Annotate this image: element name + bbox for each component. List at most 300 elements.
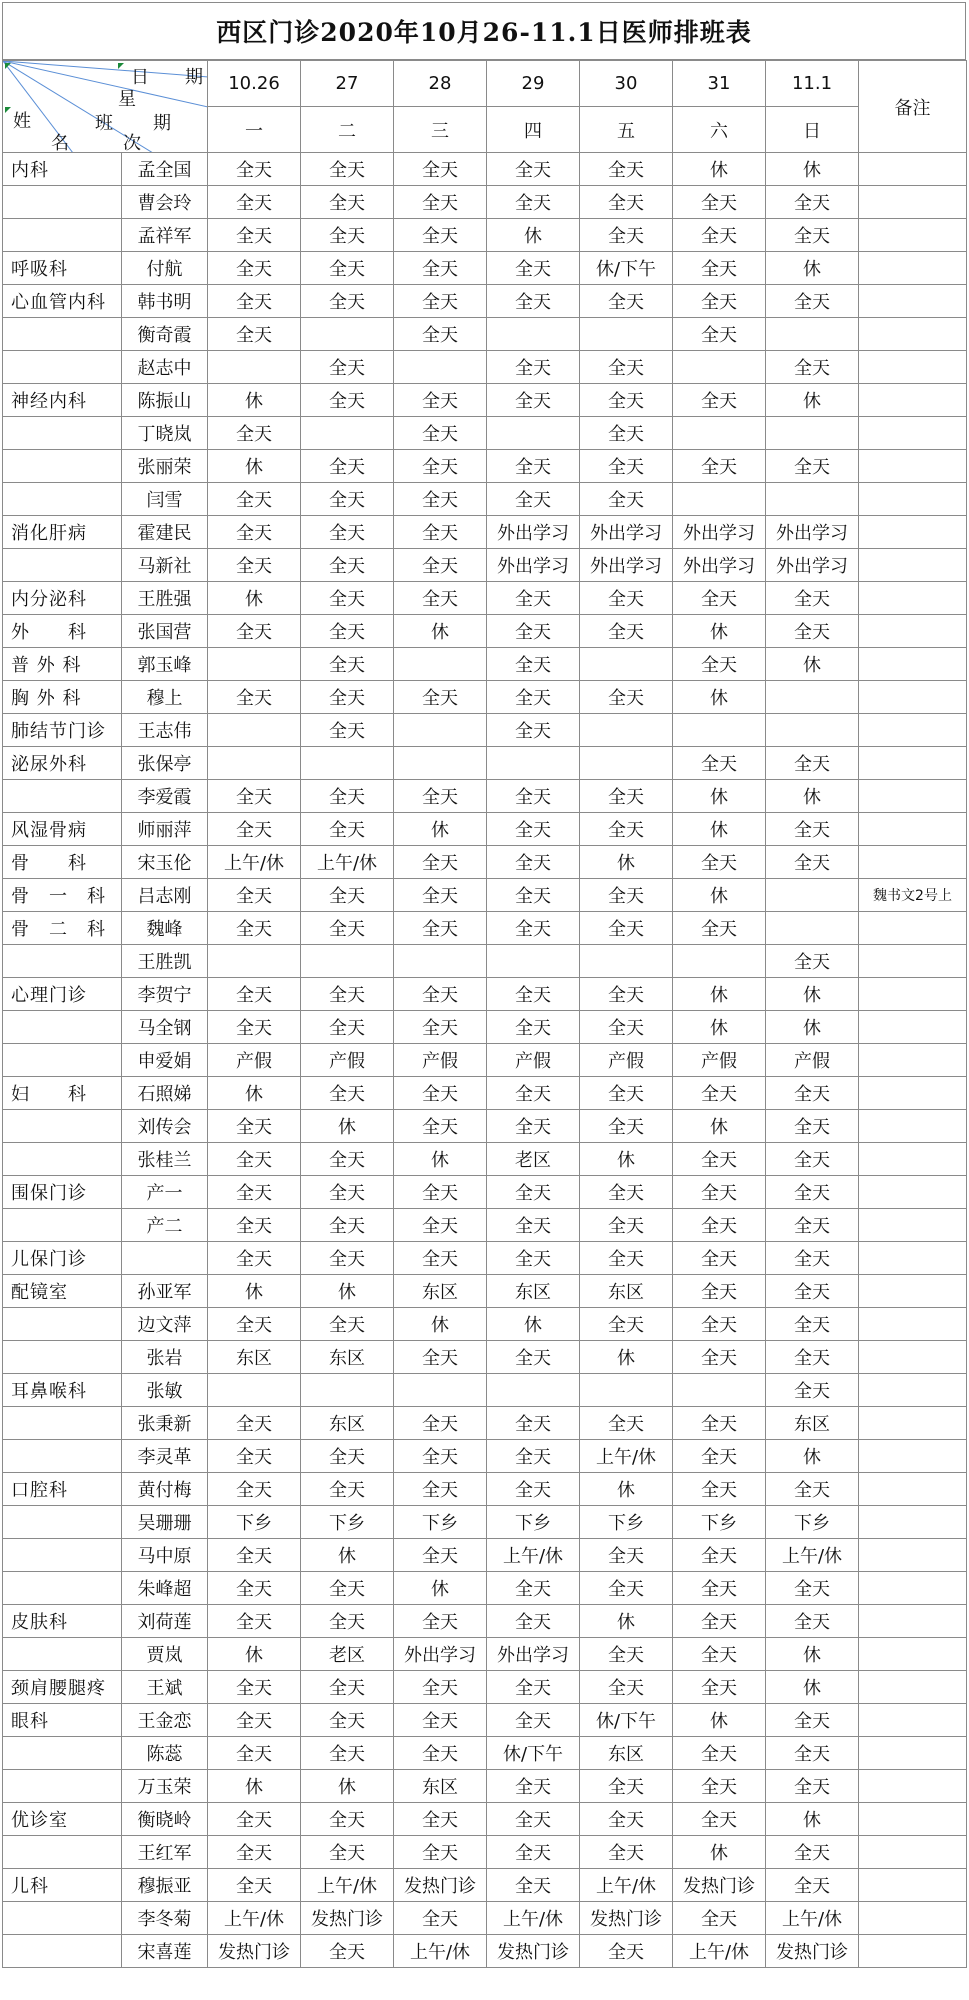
shift-cell: 全天: [301, 252, 394, 285]
doctor-name-cell: 衡奇霞: [122, 318, 208, 351]
remark-cell: [859, 384, 967, 417]
shift-cell: 全天: [487, 1869, 580, 1902]
shift-cell: 东区: [208, 1341, 301, 1374]
shift-cell: 休: [208, 384, 301, 417]
doctor-name-cell: 马新社: [122, 549, 208, 582]
shift-cell: 发热门诊: [673, 1869, 766, 1902]
shift-cell: 全天: [766, 219, 859, 252]
shift-cell: 上午/休: [673, 1935, 766, 1968]
shift-cell: 全天: [487, 813, 580, 846]
department-cell: 眼科: [3, 1704, 122, 1737]
shift-cell: 全天: [301, 384, 394, 417]
shift-cell: 外出学习: [580, 549, 673, 582]
shift-cell: 全天: [673, 1209, 766, 1242]
table-row: [3, 1209, 967, 1242]
shift-cell: 全天: [394, 1671, 487, 1704]
doctor-name-cell: 王胜凯: [122, 945, 208, 978]
shift-cell: 全天: [394, 1902, 487, 1935]
date-cell: 27: [301, 61, 394, 107]
shift-cell: 全天: [394, 186, 487, 219]
shift-cell: 全天: [487, 1704, 580, 1737]
remark-cell: [859, 747, 967, 780]
department-cell: 颈肩腰腿疼: [3, 1671, 122, 1704]
shift-cell: 全天: [487, 1242, 580, 1275]
doctor-name-cell: 宋玉伦: [122, 846, 208, 879]
remark-cell: [859, 1902, 967, 1935]
table-row: [3, 1539, 967, 1572]
shift-cell: 休: [208, 582, 301, 615]
shift-cell: [766, 318, 859, 351]
shift-cell: 全天: [580, 879, 673, 912]
shift-cell: 全天: [301, 813, 394, 846]
shift-cell: 东区: [394, 1770, 487, 1803]
table-row: [3, 714, 967, 747]
shift-cell: 下乡: [766, 1506, 859, 1539]
table-row: [3, 582, 967, 615]
remark-cell: [859, 813, 967, 846]
shift-cell: 全天: [208, 1176, 301, 1209]
department-cell: [3, 1407, 122, 1440]
shift-cell: 全天: [580, 1407, 673, 1440]
shift-cell: 外出学习: [766, 516, 859, 549]
shift-cell: 全天: [580, 219, 673, 252]
shift-cell: 全天: [487, 483, 580, 516]
shift-cell: 全天: [487, 1836, 580, 1869]
shift-cell: 休: [766, 1638, 859, 1671]
remark-cell: [859, 1110, 967, 1143]
doctor-name-cell: 孙亚军: [122, 1275, 208, 1308]
shift-cell: 休: [487, 219, 580, 252]
shift-cell: 全天: [580, 186, 673, 219]
shift-cell: 全天: [394, 1836, 487, 1869]
doctor-name-cell: 张国营: [122, 615, 208, 648]
date-header-row: [3, 61, 967, 107]
table-row: [3, 417, 967, 450]
department-cell: 肺结节门诊: [3, 714, 122, 747]
remark-cell: 魏书文2号上: [859, 879, 967, 912]
department-cell: 神经内科: [3, 384, 122, 417]
department-cell: 口腔科: [3, 1473, 122, 1506]
shift-cell: 发热门诊: [208, 1935, 301, 1968]
shift-cell: 全天: [673, 450, 766, 483]
shift-cell: 休: [673, 1011, 766, 1044]
remark-cell: [859, 450, 967, 483]
weekday-cell: 三: [394, 107, 487, 153]
doctor-name-cell: 孟全国: [122, 153, 208, 186]
doctor-name-cell: 产二: [122, 1209, 208, 1242]
remark-cell: [859, 582, 967, 615]
department-cell: [3, 1011, 122, 1044]
table-row: [3, 483, 967, 516]
shift-cell: 全天: [487, 252, 580, 285]
shift-cell: 发热门诊: [487, 1935, 580, 1968]
shift-cell: 全天: [301, 1572, 394, 1605]
shift-cell: 休/下午: [580, 252, 673, 285]
shift-cell: 全天: [673, 1275, 766, 1308]
shift-cell: 全天: [580, 780, 673, 813]
department-cell: [3, 1506, 122, 1539]
shift-cell: 全天: [208, 417, 301, 450]
doctor-name-cell: 吕志刚: [122, 879, 208, 912]
shift-cell: [673, 417, 766, 450]
shift-cell: 全天: [487, 1209, 580, 1242]
department-cell: 骨 科: [3, 846, 122, 879]
table-row: [3, 879, 967, 912]
remark-cell: [859, 1077, 967, 1110]
shift-cell: 全天: [208, 978, 301, 1011]
shift-cell: 全天: [394, 681, 487, 714]
corner-label-weekday: 星: [118, 89, 136, 110]
shift-cell: [580, 648, 673, 681]
shift-cell: 外出学习: [487, 549, 580, 582]
shift-cell: 全天: [766, 1473, 859, 1506]
shift-cell: 全天: [394, 1737, 487, 1770]
table-row: [3, 1836, 967, 1869]
doctor-name-cell: 贾岚: [122, 1638, 208, 1671]
shift-cell: [301, 747, 394, 780]
doctor-name-cell: 霍建民: [122, 516, 208, 549]
shift-cell: 全天: [394, 1341, 487, 1374]
shift-cell: 全天: [673, 1671, 766, 1704]
department-cell: [3, 945, 122, 978]
shift-cell: 东区: [301, 1407, 394, 1440]
shift-cell: [487, 417, 580, 450]
department-cell: 胸 外 科: [3, 681, 122, 714]
shift-cell: 全天: [673, 252, 766, 285]
shift-cell: 休: [673, 978, 766, 1011]
shift-cell: 全天: [580, 1011, 673, 1044]
table-row: [3, 1440, 967, 1473]
shift-cell: [766, 681, 859, 714]
department-cell: 心血管内科: [3, 285, 122, 318]
schedule-body: [3, 153, 967, 1968]
shift-cell: 全天: [487, 912, 580, 945]
shift-cell: [394, 714, 487, 747]
shift-cell: 全天: [394, 879, 487, 912]
shift-cell: 休: [766, 153, 859, 186]
shift-cell: 外出学习: [673, 516, 766, 549]
department-cell: [3, 351, 122, 384]
shift-cell: 全天: [487, 582, 580, 615]
department-cell: 内科: [3, 153, 122, 186]
remark-cell: [859, 1440, 967, 1473]
doctor-name-cell: 申爱娟: [122, 1044, 208, 1077]
table-row: [3, 1737, 967, 1770]
shift-cell: [301, 1374, 394, 1407]
shift-cell: 全天: [673, 1077, 766, 1110]
shift-cell: 全天: [580, 1638, 673, 1671]
shift-cell: 上午/休: [208, 1902, 301, 1935]
shift-cell: 全天: [394, 1209, 487, 1242]
shift-cell: 全天: [487, 1011, 580, 1044]
doctor-name-cell: 张岩: [122, 1341, 208, 1374]
shift-cell: [394, 747, 487, 780]
shift-cell: 全天: [766, 186, 859, 219]
table-row: [3, 780, 967, 813]
table-row: [3, 1176, 967, 1209]
shift-cell: 全天: [394, 1803, 487, 1836]
shift-cell: 休: [580, 846, 673, 879]
shift-cell: [208, 747, 301, 780]
shift-cell: 休: [580, 1143, 673, 1176]
weekday-cell: 五: [580, 107, 673, 153]
shift-cell: [208, 945, 301, 978]
shift-cell: 全天: [394, 978, 487, 1011]
shift-cell: 全天: [394, 219, 487, 252]
doctor-name-cell: [122, 1242, 208, 1275]
shift-cell: 全天: [766, 1275, 859, 1308]
remark-cell: [859, 1473, 967, 1506]
remark-cell: [859, 978, 967, 1011]
shift-cell: 外出学习: [580, 516, 673, 549]
department-cell: [3, 1638, 122, 1671]
table-row: [3, 747, 967, 780]
department-cell: [3, 483, 122, 516]
shift-cell: 全天: [580, 1770, 673, 1803]
shift-cell: 下乡: [673, 1506, 766, 1539]
shift-cell: 全天: [487, 450, 580, 483]
remark-cell: [859, 945, 967, 978]
department-cell: 妇 科: [3, 1077, 122, 1110]
remark-cell: [859, 285, 967, 318]
remark-cell: [859, 417, 967, 450]
shift-cell: 休: [766, 780, 859, 813]
shift-cell: 全天: [766, 1869, 859, 1902]
shift-cell: 休: [301, 1110, 394, 1143]
remark-cell: [859, 219, 967, 252]
shift-cell: 全天: [301, 681, 394, 714]
shift-cell: 全天: [301, 483, 394, 516]
shift-cell: 全天: [301, 285, 394, 318]
doctor-name-cell: 丁晓岚: [122, 417, 208, 450]
shift-cell: 全天: [301, 1605, 394, 1638]
shift-cell: 全天: [766, 945, 859, 978]
shift-cell: 东区: [487, 1275, 580, 1308]
table-row: [3, 1770, 967, 1803]
department-cell: [3, 318, 122, 351]
shift-cell: 全天: [301, 1737, 394, 1770]
shift-cell: [766, 912, 859, 945]
shift-cell: [580, 747, 673, 780]
shift-cell: 全天: [673, 1176, 766, 1209]
shift-cell: 全天: [673, 1539, 766, 1572]
department-cell: 普 外 科: [3, 648, 122, 681]
shift-cell: 全天: [208, 681, 301, 714]
shift-cell: 全天: [673, 1605, 766, 1638]
department-cell: 皮肤科: [3, 1605, 122, 1638]
shift-cell: 全天: [394, 252, 487, 285]
shift-cell: 全天: [394, 516, 487, 549]
department-cell: 骨 一 科: [3, 879, 122, 912]
shift-cell: 全天: [208, 1011, 301, 1044]
shift-cell: 全天: [394, 1704, 487, 1737]
doctor-name-cell: 李灵革: [122, 1440, 208, 1473]
shift-cell: 全天: [301, 912, 394, 945]
weekday-cell: 一: [208, 107, 301, 153]
shift-cell: 全天: [580, 1803, 673, 1836]
shift-cell: 休: [766, 1671, 859, 1704]
shift-cell: 全天: [580, 1077, 673, 1110]
remark-cell: [859, 1770, 967, 1803]
shift-cell: 休: [766, 1011, 859, 1044]
shift-cell: 产假: [580, 1044, 673, 1077]
shift-cell: 休: [208, 1770, 301, 1803]
shift-cell: 全天: [301, 714, 394, 747]
doctor-name-cell: 王胜强: [122, 582, 208, 615]
shift-cell: 全天: [208, 153, 301, 186]
table-row: [3, 318, 967, 351]
shift-cell: [580, 318, 673, 351]
doctor-name-cell: 李冬菊: [122, 1902, 208, 1935]
shift-cell: 全天: [208, 1704, 301, 1737]
department-cell: [3, 1572, 122, 1605]
corner-marker-icon: [5, 107, 11, 113]
shift-cell: 全天: [580, 1176, 673, 1209]
shift-cell: 全天: [487, 1407, 580, 1440]
table-row: [3, 912, 967, 945]
doctor-name-cell: 曹会玲: [122, 186, 208, 219]
shift-cell: [673, 351, 766, 384]
doctor-name-cell: 石照娣: [122, 1077, 208, 1110]
shift-cell: 全天: [301, 351, 394, 384]
table-row: [3, 1473, 967, 1506]
shift-cell: 全天: [673, 186, 766, 219]
shift-cell: 休: [580, 1473, 673, 1506]
shift-cell: 产假: [487, 1044, 580, 1077]
department-cell: [3, 1440, 122, 1473]
doctor-name-cell: 朱峰超: [122, 1572, 208, 1605]
doctor-name-cell: 魏峰: [122, 912, 208, 945]
shift-cell: 全天: [394, 1605, 487, 1638]
shift-cell: 全天: [487, 351, 580, 384]
remark-cell: [859, 549, 967, 582]
table-row: [3, 945, 967, 978]
shift-cell: 全天: [394, 417, 487, 450]
weekday-cell: 六: [673, 107, 766, 153]
shift-cell: 全天: [580, 978, 673, 1011]
shift-cell: 全天: [487, 1440, 580, 1473]
shift-cell: 全天: [208, 483, 301, 516]
remark-cell: [859, 1176, 967, 1209]
shift-cell: 全天: [208, 813, 301, 846]
shift-cell: 全天: [673, 1572, 766, 1605]
shift-cell: 全天: [673, 1638, 766, 1671]
shift-cell: 休: [673, 780, 766, 813]
table-row: [3, 1341, 967, 1374]
shift-cell: 全天: [766, 846, 859, 879]
remark-cell: [859, 1605, 967, 1638]
table-row: [3, 153, 967, 186]
shift-cell: 全天: [487, 978, 580, 1011]
doctor-name-cell: 师丽萍: [122, 813, 208, 846]
shift-cell: 全天: [208, 1572, 301, 1605]
shift-cell: 休: [673, 813, 766, 846]
remark-cell: [859, 186, 967, 219]
shift-cell: 老区: [487, 1143, 580, 1176]
doctor-name-cell: 陈振山: [122, 384, 208, 417]
shift-cell: 全天: [673, 1473, 766, 1506]
remark-cell: [859, 252, 967, 285]
shift-cell: 全天: [673, 1308, 766, 1341]
shift-cell: 全天: [301, 648, 394, 681]
shift-cell: 全天: [301, 219, 394, 252]
shift-cell: 全天: [487, 1473, 580, 1506]
table-row: [3, 1110, 967, 1143]
shift-cell: 全天: [301, 1473, 394, 1506]
shift-cell: 休: [301, 1539, 394, 1572]
department-cell: [3, 1143, 122, 1176]
shift-cell: 外出学习: [487, 1638, 580, 1671]
shift-cell: 全天: [301, 1011, 394, 1044]
shift-cell: 全天: [766, 582, 859, 615]
shift-cell: 全天: [487, 1803, 580, 1836]
shift-cell: 休: [301, 1275, 394, 1308]
remark-cell: [859, 912, 967, 945]
shift-cell: 东区: [580, 1275, 673, 1308]
shift-cell: 休: [673, 615, 766, 648]
table-row: [3, 1242, 967, 1275]
doctor-name-cell: 李爱霞: [122, 780, 208, 813]
table-row: [3, 1902, 967, 1935]
corner-label-name: 名: [51, 133, 69, 153]
shift-cell: 全天: [766, 1770, 859, 1803]
shift-cell: 全天: [580, 1572, 673, 1605]
shift-cell: 全天: [487, 153, 580, 186]
shift-cell: 全天: [766, 1341, 859, 1374]
shift-cell: 休: [766, 252, 859, 285]
table-row: [3, 1803, 967, 1836]
doctor-name-cell: 穆上: [122, 681, 208, 714]
shift-cell: 全天: [394, 1473, 487, 1506]
shift-cell: [673, 483, 766, 516]
shift-cell: 全天: [766, 1077, 859, 1110]
shift-cell: 东区: [394, 1275, 487, 1308]
shift-cell: 发热门诊: [301, 1902, 394, 1935]
shift-cell: 发热门诊: [394, 1869, 487, 1902]
shift-cell: 全天: [301, 1704, 394, 1737]
shift-cell: 全天: [394, 1011, 487, 1044]
table-row: [3, 615, 967, 648]
shift-cell: 全天: [487, 648, 580, 681]
remark-cell: [859, 1704, 967, 1737]
remark-cell: [859, 1506, 967, 1539]
doctor-name-cell: 孟祥军: [122, 219, 208, 252]
shift-cell: 全天: [580, 1110, 673, 1143]
shift-cell: 全天: [208, 1440, 301, 1473]
corner-label-period: 期: [153, 113, 171, 134]
shift-cell: 全天: [487, 1605, 580, 1638]
shift-cell: 全天: [673, 582, 766, 615]
shift-cell: 全天: [766, 351, 859, 384]
shift-cell: 外出学习: [487, 516, 580, 549]
department-cell: 围保门诊: [3, 1176, 122, 1209]
doctor-name-cell: 张桂兰: [122, 1143, 208, 1176]
shift-cell: 全天: [580, 285, 673, 318]
shift-cell: [208, 351, 301, 384]
shift-cell: 全天: [394, 1176, 487, 1209]
shift-cell: 全天: [394, 450, 487, 483]
table-row: [3, 384, 967, 417]
department-cell: 泌尿外科: [3, 747, 122, 780]
doctor-name-cell: 韩书明: [122, 285, 208, 318]
shift-cell: 外出学习: [766, 549, 859, 582]
doctor-name-cell: 刘传会: [122, 1110, 208, 1143]
shift-cell: 全天: [394, 1440, 487, 1473]
remark-cell: [859, 1044, 967, 1077]
doctor-name-cell: 宋喜莲: [122, 1935, 208, 1968]
shift-cell: 全天: [580, 153, 673, 186]
shift-cell: 全天: [766, 1374, 859, 1407]
